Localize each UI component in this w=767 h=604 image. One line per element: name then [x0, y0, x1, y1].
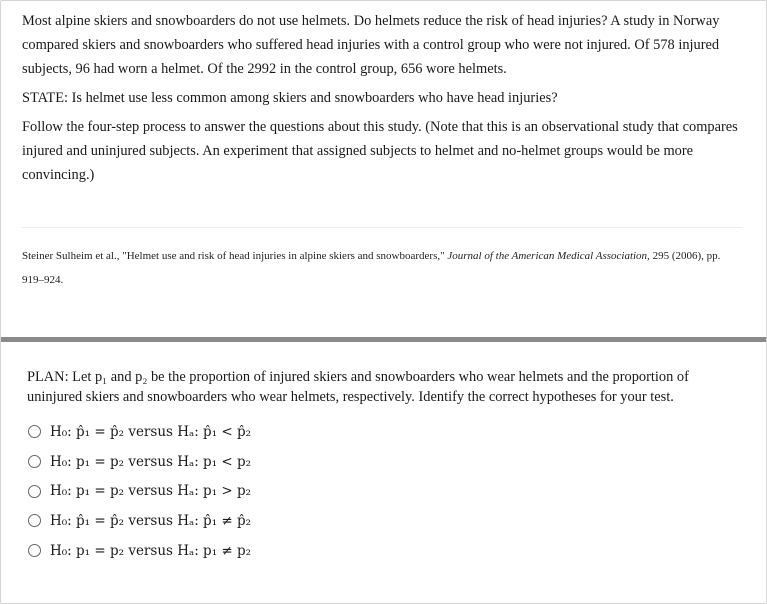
- question-text: [22, 9, 742, 187]
- option-label: H₀: p₁ = p₂ versus Hₐ: p₁ > p₂: [50, 483, 252, 500]
- option-label: H₀: p₁ = p₂ versus Hₐ: p₁ ≠ p₂: [50, 542, 252, 559]
- answer-option-3[interactable]: [28, 476, 428, 506]
- option-label: H₀: p₁ = p₂ versus Hₐ: p₁ < p₂: [50, 453, 252, 470]
- answer-option-4[interactable]: [28, 506, 428, 536]
- section-divider: [1, 337, 766, 342]
- citation-journal: Journal of the American Medical Association,: [447, 250, 650, 262]
- plan-prompt: [27, 367, 717, 407]
- radio-button[interactable]: [28, 544, 41, 557]
- answer-option-2[interactable]: [28, 447, 428, 477]
- radio-button[interactable]: [28, 485, 41, 498]
- radio-button[interactable]: [28, 455, 41, 468]
- plan-text: PLAN: Let p₁ and p₂ be the proportion of injured skiers and snowboarders who wear helmets and the proportion of uninjured skiers and snowboarders who wear helmets, respectively. Identify the correct hypotheses for your test.: [27, 369, 689, 405]
- answer-options: [28, 417, 428, 565]
- state-step: STATE: Is helmet use less common among skiers and snowboarders who have head injuries?: [22, 90, 558, 106]
- citation-footnote: [22, 244, 742, 292]
- radio-button[interactable]: [28, 514, 41, 527]
- radio-button[interactable]: [28, 425, 41, 438]
- citation-authors: Steiner Sulheim et al., "Helmet use and risk of head injuries in alpine skiers and snowboarders,": [22, 250, 448, 262]
- answer-option-1[interactable]: [28, 417, 428, 447]
- question-instructions: Follow the four-step process to answer the questions about this study. (Note that this is an observational study that compares injured and uninjured subjects. An experiment that assigned subjects to helmet and no-helmet groups would be more convincing.): [22, 119, 738, 183]
- option-label: H₀: p̂₁ = p̂₂ versus Hₐ: p̂₁ < p̂₂: [50, 423, 252, 440]
- option-label: H₀: p̂₁ = p̂₂ versus Hₐ: p̂₁ ≠ p̂₂: [50, 512, 252, 529]
- answer-option-5[interactable]: [28, 536, 428, 566]
- question-intro: Most alpine skiers and snowboarders do not use helmets. Do helmets reduce the risk of head injuries? A study in Norway compared skiers and snowboarders who suffered head injuries with a control group who were not injured. Of 578 injured subjects, 96 had worn a helmet. Of the 2992 in the control group, 656 wore helmets.: [22, 13, 720, 77]
- citation-details: 295 (2006), pp. 919–924.: [22, 250, 721, 286]
- divider: [22, 227, 742, 228]
